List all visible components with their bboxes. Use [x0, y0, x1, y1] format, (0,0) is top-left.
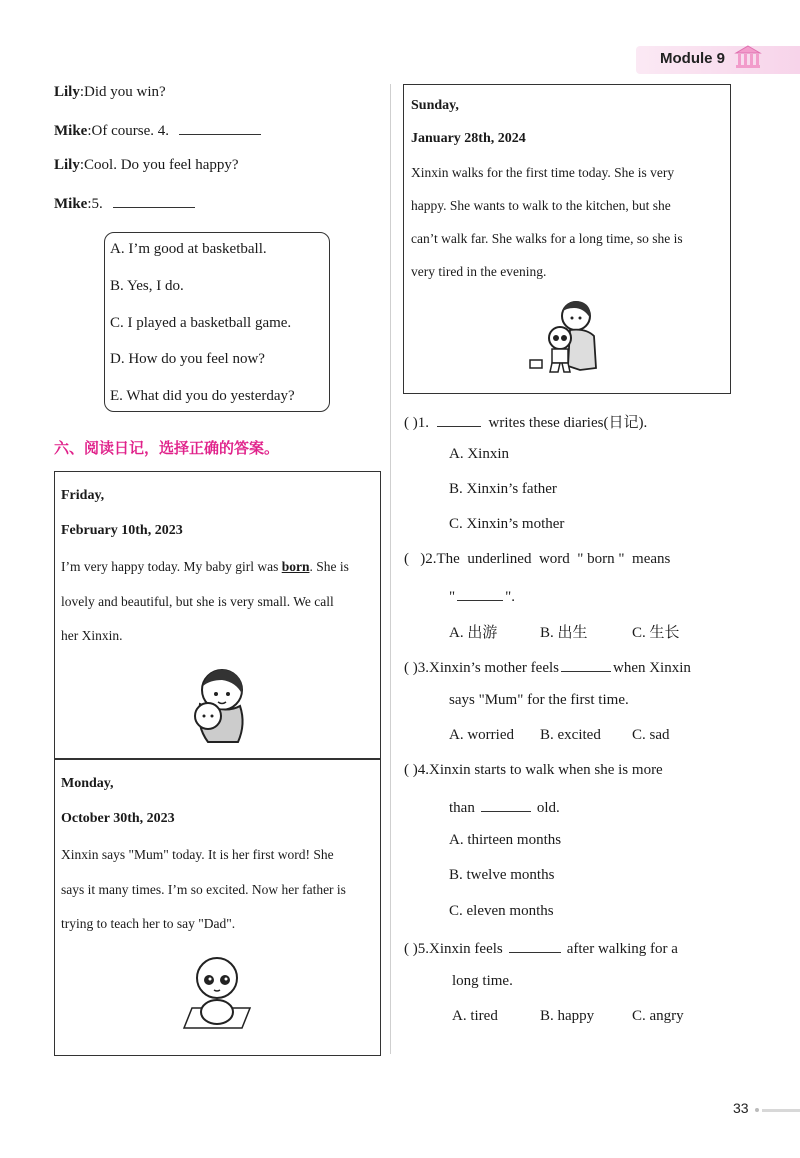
answer-blank-4[interactable]: [179, 120, 261, 135]
question-2-line-2: [449, 586, 515, 606]
question-3-line-2: says "Mum" for the first time.: [449, 692, 629, 708]
option-e: E. What did you do yesterday?: [110, 388, 295, 404]
question-3: [404, 657, 691, 677]
diary-text-line: says it many times. I’m so excited. Now her father is: [61, 881, 346, 897]
speaker: Mike: [54, 123, 88, 139]
answer-paren[interactable]: ( )2.: [404, 551, 437, 567]
option-a: A. I’m good at basketball.: [110, 241, 267, 257]
question-text: Xinxin starts to walk when she is more: [429, 762, 663, 778]
q5-option-b: B. happy: [540, 1008, 595, 1024]
separator: :: [87, 123, 92, 139]
q2-option-b: B. 出生: [540, 625, 588, 641]
question-text: The underlined word " born " means: [436, 551, 671, 567]
question-text: ": [449, 589, 456, 605]
diary-text-line: can’t walk far. She walks for a long time, so she is: [411, 231, 683, 246]
section-title: 六、阅读日记，选择正确的答案。: [54, 439, 280, 457]
diary-text-line: very tired in the evening.: [411, 264, 547, 279]
dialogue-text: Cool. Do you feel happy?: [84, 157, 239, 173]
page-number: 33: [733, 1100, 749, 1116]
question-blank[interactable]: [509, 938, 561, 953]
question-1: [404, 411, 647, 432]
q5-option-a: A. tired: [452, 1008, 498, 1024]
father-teaching-baby-walk-illustration: [524, 296, 608, 376]
dialogue-text: Of course. 4.: [91, 123, 169, 139]
answer-paren[interactable]: ( )3.: [404, 660, 429, 676]
page-dot: [755, 1108, 759, 1112]
diary-day: Monday,: [61, 776, 114, 791]
separator: :: [79, 157, 85, 173]
question-4-line-2: [449, 797, 560, 817]
diary-text-part: I’m very happy today. My baby girl was: [61, 559, 282, 574]
separator: :: [79, 84, 85, 100]
underlined-word: born: [281, 559, 310, 574]
q1-option-a: A. Xinxin: [449, 446, 509, 462]
question-text: Xinxin feels: [429, 941, 503, 957]
separator: :: [87, 196, 92, 212]
question-blank[interactable]: [481, 797, 531, 812]
speaker: Mike: [54, 196, 88, 212]
diary-text: [411, 156, 725, 288]
option-d: D. How do you feel now?: [110, 351, 265, 367]
diary-text: [61, 550, 375, 654]
diary-text-line: Xinxin says "Mum" today. It is her first word! She: [61, 847, 334, 862]
q2-option-a: A. 出游: [449, 625, 498, 641]
answer-paren[interactable]: ( )1.: [404, 415, 429, 431]
q1-option-b: B. Xinxin’s father: [449, 481, 557, 497]
diary-day: Sunday,: [411, 98, 459, 113]
question-5-line-2: long time.: [452, 973, 513, 989]
diary-text-line: trying to teach her to say "Dad".: [61, 916, 236, 931]
question-2: [404, 551, 670, 568]
q5-option-c: C. angry: [632, 1008, 684, 1024]
speaker: Lily: [54, 84, 80, 100]
diary-text-line: her Xinxin.: [61, 628, 123, 643]
column-divider: [390, 84, 391, 1054]
question-blank[interactable]: [437, 412, 481, 427]
option-c: C. I played a basketball game.: [110, 315, 292, 331]
q3-option-b: B. excited: [540, 727, 601, 743]
question-5: [404, 938, 678, 958]
diary-text: [61, 838, 375, 942]
diary-day: Friday,: [61, 488, 105, 503]
question-blank[interactable]: [561, 657, 611, 672]
option-b: B. Yes, I do.: [110, 278, 184, 294]
diary-text-part: . She is: [309, 559, 349, 574]
q4-option-c: C. eleven months: [449, 903, 554, 919]
question-text: after walking for a: [566, 941, 678, 957]
q2-option-c: C. 生长: [632, 625, 680, 641]
module-label: Module 9: [660, 50, 726, 67]
question-text: old.: [536, 800, 560, 816]
diary-date: October 30th, 2023: [61, 811, 175, 826]
dialogue-text: Did you win?: [84, 84, 166, 100]
dialogue-line-3: [54, 157, 239, 174]
question-text: ".: [505, 589, 515, 605]
q1-option-c: C. Xinxin’s mother: [449, 516, 565, 532]
baby-illustration: [180, 950, 254, 1034]
answer-blank-5[interactable]: [113, 193, 195, 208]
dialogue-line-4: [54, 193, 195, 213]
page-line: [762, 1109, 800, 1112]
speaker: Lily: [54, 157, 80, 173]
diary-date: January 28th, 2024: [411, 131, 526, 146]
diary-text-line: happy. She wants to walk to the kitchen, but she: [411, 198, 671, 213]
q3-option-c: C. sad: [632, 727, 670, 743]
question-text: writes these diaries(日记).: [488, 415, 648, 431]
question-text: when Xinxin: [612, 660, 691, 676]
answer-paren[interactable]: ( )5.: [404, 941, 429, 957]
question-text: than: [449, 800, 475, 816]
dialogue-text: 5.: [91, 196, 103, 212]
question-blank[interactable]: [457, 586, 503, 601]
diary-text-line: lovely and beautiful, but she is very small. We call: [61, 593, 334, 609]
answer-paren[interactable]: ( )4.: [404, 762, 429, 778]
question-text: Xinxin’s mother feels: [429, 660, 559, 676]
temple-icon: [734, 44, 762, 70]
diary-text-line: Xinxin walks for the first time today. She is very: [411, 165, 675, 180]
q4-option-a: A. thirteen months: [449, 832, 562, 848]
dialogue-line-1: [54, 84, 166, 101]
q3-option-a: A. worried: [449, 727, 514, 743]
diary-date: February 10th, 2023: [61, 523, 183, 538]
question-4: [404, 762, 663, 779]
mother-holding-baby-illustration: [186, 664, 248, 746]
q4-option-b: B. twelve months: [449, 867, 555, 883]
dialogue-line-2: [54, 120, 261, 140]
